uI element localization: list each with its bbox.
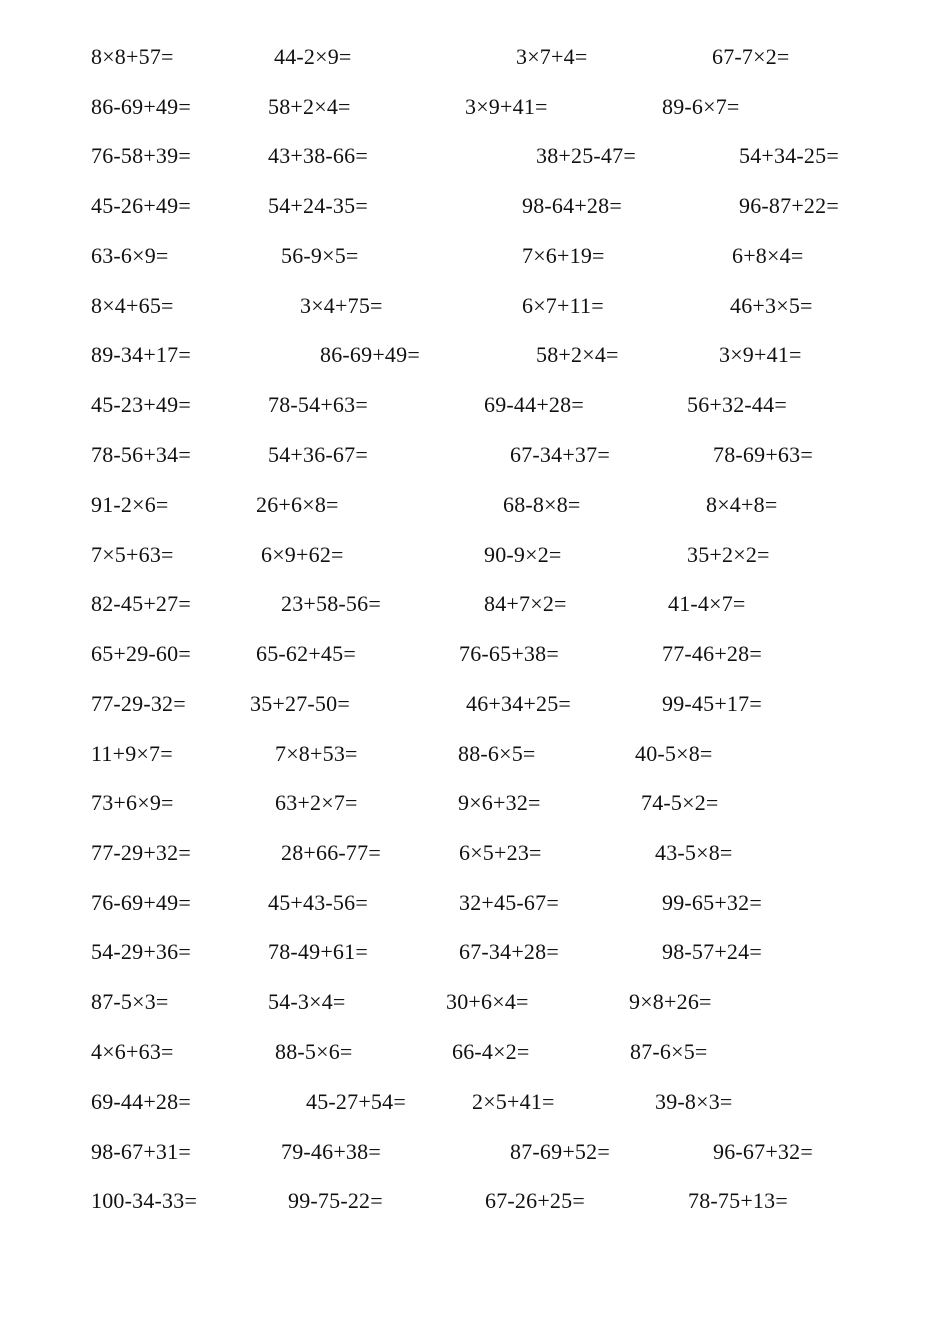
problem: 44-2×9= bbox=[274, 44, 352, 69]
problem: 87-5×3= bbox=[91, 989, 169, 1014]
problem: 38+25-47= bbox=[536, 143, 636, 168]
problem: 99-65+32= bbox=[662, 890, 762, 915]
problem: 99-45+17= bbox=[662, 691, 762, 716]
problem: 98-57+24= bbox=[662, 939, 762, 964]
problem-row bbox=[0, 584, 950, 624]
problem: 54+24-35= bbox=[268, 193, 368, 218]
problem: 78-75+13= bbox=[688, 1188, 788, 1213]
problem: 100-34-33= bbox=[91, 1188, 198, 1213]
problem: 98-67+31= bbox=[91, 1139, 191, 1164]
problem: 26+6×8= bbox=[256, 492, 339, 517]
problem: 6×9+62= bbox=[261, 542, 344, 567]
problem: 46+3×5= bbox=[730, 293, 813, 318]
problem: 45-23+49= bbox=[91, 392, 191, 417]
problem-row bbox=[0, 783, 950, 823]
problem: 11+9×7= bbox=[91, 741, 173, 766]
problem: 30+6×4= bbox=[446, 989, 529, 1014]
problem: 65+29-60= bbox=[91, 641, 191, 666]
problem: 58+2×4= bbox=[268, 94, 351, 119]
problem: 8×8+57= bbox=[91, 44, 174, 69]
problem: 86-69+49= bbox=[91, 94, 191, 119]
problem: 99-75-22= bbox=[288, 1188, 383, 1213]
problem-row bbox=[0, 236, 950, 276]
problem: 8×4+8= bbox=[706, 492, 778, 517]
problem-row bbox=[0, 37, 950, 77]
problem: 28+66-77= bbox=[281, 840, 381, 865]
problem: 76-65+38= bbox=[459, 641, 559, 666]
problem: 87-69+52= bbox=[510, 1139, 610, 1164]
problem: 7×6+19= bbox=[522, 243, 605, 268]
problem-row bbox=[0, 883, 950, 923]
problem: 23+58-56= bbox=[281, 591, 381, 616]
problem-row bbox=[0, 833, 950, 873]
problem: 54-3×4= bbox=[268, 989, 346, 1014]
problem: 87-6×5= bbox=[630, 1039, 708, 1064]
problem: 8×4+65= bbox=[91, 293, 174, 318]
problem-row bbox=[0, 634, 950, 674]
problem: 69-44+28= bbox=[91, 1089, 191, 1114]
problem-row bbox=[0, 1032, 950, 1072]
problem: 3×9+41= bbox=[465, 94, 548, 119]
problem-row bbox=[0, 435, 950, 475]
problem-row bbox=[0, 485, 950, 525]
problem: 35+2×2= bbox=[687, 542, 770, 567]
problem: 63-6×9= bbox=[91, 243, 169, 268]
problem: 89-34+17= bbox=[91, 342, 191, 367]
problem: 88-5×6= bbox=[275, 1039, 353, 1064]
problem: 4×6+63= bbox=[91, 1039, 174, 1064]
problem: 43+38-66= bbox=[268, 143, 368, 168]
problem: 6×7+11= bbox=[522, 293, 604, 318]
problem: 88-6×5= bbox=[458, 741, 536, 766]
problem: 77-29+32= bbox=[91, 840, 191, 865]
problem: 66-4×2= bbox=[452, 1039, 530, 1064]
problem: 78-69+63= bbox=[713, 442, 813, 467]
problem: 84+7×2= bbox=[484, 591, 567, 616]
problem: 46+34+25= bbox=[466, 691, 572, 716]
problem: 63+2×7= bbox=[275, 790, 358, 815]
problem: 86-69+49= bbox=[320, 342, 420, 367]
problem: 6+8×4= bbox=[732, 243, 804, 268]
problem: 3×9+41= bbox=[719, 342, 802, 367]
problem: 76-58+39= bbox=[91, 143, 191, 168]
problem: 98-64+28= bbox=[522, 193, 622, 218]
problem: 3×4+75= bbox=[300, 293, 383, 318]
problem-row bbox=[0, 684, 950, 724]
problem: 78-54+63= bbox=[268, 392, 368, 417]
problem: 9×8+26= bbox=[629, 989, 712, 1014]
problem: 69-44+28= bbox=[484, 392, 584, 417]
problem: 67-26+25= bbox=[485, 1188, 585, 1213]
problem: 96-67+32= bbox=[713, 1139, 813, 1164]
problem-row bbox=[0, 1082, 950, 1122]
problem: 96-87+22= bbox=[739, 193, 839, 218]
problem: 35+27-50= bbox=[250, 691, 350, 716]
problem: 41-4×7= bbox=[668, 591, 746, 616]
problem: 76-69+49= bbox=[91, 890, 191, 915]
problem: 82-45+27= bbox=[91, 591, 191, 616]
problem-row bbox=[0, 535, 950, 575]
problem: 54-29+36= bbox=[91, 939, 191, 964]
problem: 6×5+23= bbox=[459, 840, 542, 865]
problem: 54+34-25= bbox=[739, 143, 839, 168]
problem: 78-49+61= bbox=[268, 939, 368, 964]
problem-row bbox=[0, 186, 950, 226]
problem: 9×6+32= bbox=[458, 790, 541, 815]
problem: 65-62+45= bbox=[256, 641, 356, 666]
problem: 7×8+53= bbox=[275, 741, 358, 766]
problem: 90-9×2= bbox=[484, 542, 562, 567]
problem-row bbox=[0, 136, 950, 176]
problem: 43-5×8= bbox=[655, 840, 733, 865]
problem: 56+32-44= bbox=[687, 392, 787, 417]
problem-row bbox=[0, 335, 950, 375]
problem: 45-27+54= bbox=[306, 1089, 406, 1114]
problem-row bbox=[0, 932, 950, 972]
problem: 56-9×5= bbox=[281, 243, 359, 268]
problem: 3×7+4= bbox=[516, 44, 588, 69]
problem: 67-7×2= bbox=[712, 44, 790, 69]
problem: 91-2×6= bbox=[91, 492, 169, 517]
problem: 45+43-56= bbox=[268, 890, 368, 915]
problem: 74-5×2= bbox=[641, 790, 719, 815]
problem: 58+2×4= bbox=[536, 342, 619, 367]
problem-row bbox=[0, 734, 950, 774]
problem: 77-46+28= bbox=[662, 641, 762, 666]
problem: 40-5×8= bbox=[635, 741, 713, 766]
problem: 89-6×7= bbox=[662, 94, 740, 119]
problem-row bbox=[0, 286, 950, 326]
problem-row bbox=[0, 1132, 950, 1172]
problem: 2×5+41= bbox=[472, 1089, 555, 1114]
problem-row bbox=[0, 87, 950, 127]
problem: 32+45-67= bbox=[459, 890, 559, 915]
problem-row bbox=[0, 1181, 950, 1221]
problem: 39-8×3= bbox=[655, 1089, 733, 1114]
problem: 45-26+49= bbox=[91, 193, 191, 218]
problem: 79-46+38= bbox=[281, 1139, 381, 1164]
problem: 77-29-32= bbox=[91, 691, 186, 716]
problem-row bbox=[0, 385, 950, 425]
problem: 7×5+63= bbox=[91, 542, 174, 567]
problem: 68-8×8= bbox=[503, 492, 581, 517]
problem: 73+6×9= bbox=[91, 790, 174, 815]
problem: 67-34+28= bbox=[459, 939, 559, 964]
problem: 67-34+37= bbox=[510, 442, 610, 467]
problem-row bbox=[0, 982, 950, 1022]
problem: 78-56+34= bbox=[91, 442, 191, 467]
problem: 54+36-67= bbox=[268, 442, 368, 467]
